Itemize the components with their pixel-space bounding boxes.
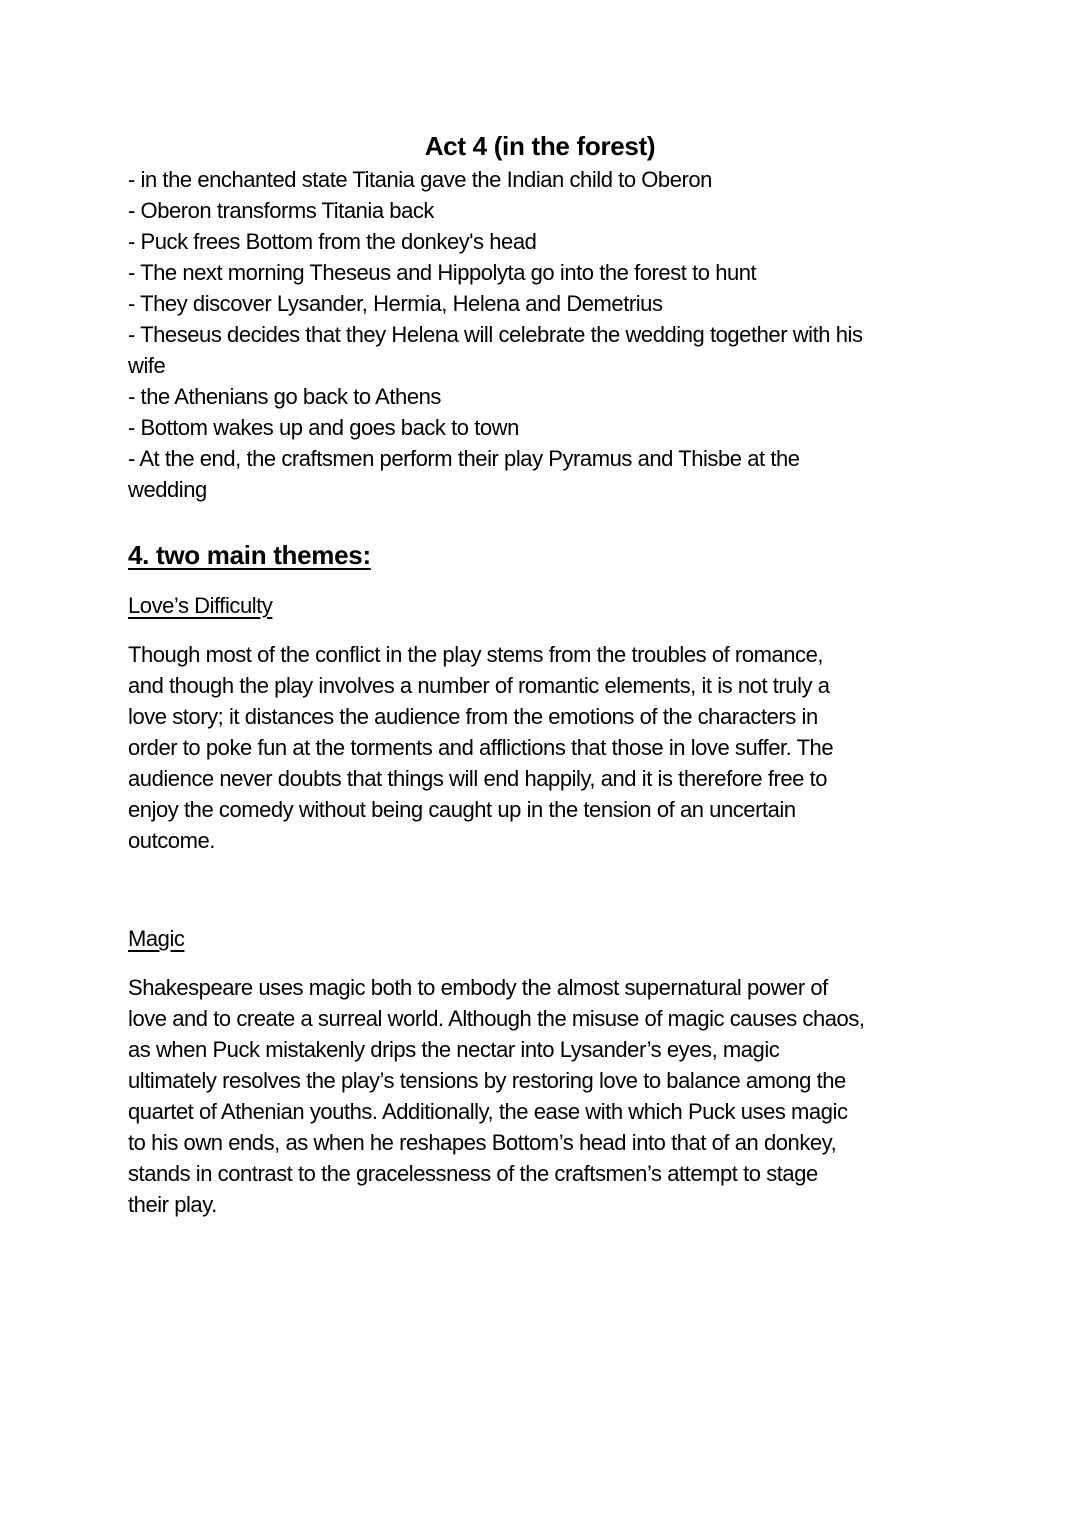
summary-line: - The next morning Theseus and Hippolyta go into the forest to hunt — [128, 260, 757, 285]
paragraph-line: and though the play involves a number of romantic elements, it is not truly a — [128, 673, 830, 698]
summary-line: - Bottom wakes up and goes back to town — [128, 415, 519, 440]
summary-line: wife — [128, 353, 166, 378]
themes-heading: 4. two main themes: — [128, 540, 371, 570]
paragraph-line: their play. — [128, 1192, 217, 1217]
paragraph-line: Shakespeare uses magic both to embody the almost supernatural power of — [128, 975, 828, 1000]
paragraph-line: Though most of the conflict in the play stems from the troubles of romance, — [128, 642, 824, 667]
summary-line: - They discover Lysander, Hermia, Helena and Demetrius — [128, 291, 663, 316]
paragraph-line: order to poke fun at the torments and afflictions that those in love suffer. The — [128, 735, 834, 760]
paragraph-line: as when Puck mistakenly drips the nectar into Lysander’s eyes, magic — [128, 1037, 780, 1062]
summary-line: - Puck frees Bottom from the donkey's head — [128, 229, 537, 254]
paragraph-line: to his own ends, as when he reshapes Bottom’s head into that of an donkey, — [128, 1130, 837, 1155]
paragraph-line: quartet of Athenian youths. Additionally, the ease with which Puck uses magic — [128, 1099, 848, 1124]
paragraph-line: ultimately resolves the play’s tensions by restoring love to balance among the — [128, 1068, 846, 1093]
summary-line: - At the end, the craftsmen perform their play Pyramus and Thisbe at the — [128, 446, 800, 471]
theme-title: Love’s Difficulty — [128, 593, 273, 618]
summary-line: - in the enchanted state Titania gave the Indian child to Oberon — [128, 167, 712, 192]
summary-line: - Theseus decides that they Helena will celebrate the wedding together with his — [128, 322, 863, 347]
paragraph-line: love story; it distances the audience from the emotions of the characters in — [128, 704, 818, 729]
paragraph-line: outcome. — [128, 828, 215, 853]
summary-line: - Oberon transforms Titania back — [128, 198, 434, 223]
paragraph-line: love and to create a surreal world. Although the misuse of magic causes chaos, — [128, 1006, 865, 1031]
paragraph-line: stands in contrast to the gracelessness of the craftsmen’s attempt to stage — [128, 1161, 818, 1186]
summary-line: wedding — [128, 477, 207, 502]
act-title: Act 4 (in the forest) — [424, 131, 656, 161]
summary-line: - the Athenians go back to Athens — [128, 384, 441, 409]
paragraph-line: enjoy the comedy without being caught up in the tension of an uncertain — [128, 797, 796, 822]
theme-title: Magic — [128, 926, 185, 951]
paragraph-line: audience never doubts that things will end happily, and it is therefore free to — [128, 766, 828, 791]
